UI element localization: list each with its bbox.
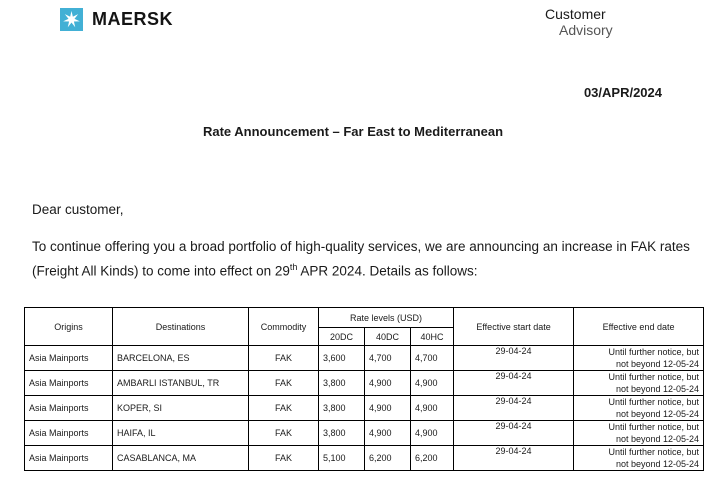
cell-destination: AMBARLI ISTANBUL, TR [113, 371, 249, 396]
intro-text-end: APR 2024. Details as follows: [297, 263, 478, 279]
effective-end-line-2: not beyond 12-05-24 [615, 459, 700, 469]
maersk-logo [60, 8, 173, 31]
header-20dc: 20DC [319, 328, 365, 346]
cell-rate-40dc: 4,700 [365, 346, 411, 371]
cell-destination: BARCELONA, ES [113, 346, 249, 371]
cell-effective-end [574, 396, 704, 421]
cell-effective-start: 29-04-24 [454, 396, 574, 421]
table-row [25, 396, 704, 421]
cell-rate-20dc: 5,100 [319, 446, 365, 471]
cell-commodity: FAK [249, 396, 319, 421]
cell-rate-20dc: 3,800 [319, 396, 365, 421]
cell-effective-end [574, 371, 704, 396]
cell-effective-start: 29-04-24 [454, 371, 574, 396]
intro-superscript: th [289, 262, 298, 272]
brand-name: MAERSK [92, 9, 174, 29]
effective-end-line-1: Until further notice, but [608, 447, 700, 457]
cell-effective-end [574, 346, 704, 371]
cell-destination: HAIFA, IL [113, 421, 249, 446]
header-effective-start: Effective start date [454, 308, 574, 346]
cell-origin: Asia Mainports [25, 421, 113, 446]
header-40hc: 40HC [411, 328, 454, 346]
effective-end-line-1: Until further notice, but [608, 422, 700, 432]
cell-effective-start: 29-04-24 [454, 421, 574, 446]
cell-rate-40hc: 4,900 [411, 371, 454, 396]
cell-origin: Asia Mainports [25, 446, 113, 471]
cell-rate-40dc: 6,200 [365, 446, 411, 471]
cell-rate-40dc: 4,900 [365, 371, 411, 396]
announcement-date: 03/APR/2024 [583, 85, 662, 100]
header-40dc: 40DC [365, 328, 411, 346]
intro-paragraph [32, 237, 692, 282]
cell-rate-40dc: 4,900 [365, 421, 411, 446]
effective-end-line-1: Until further notice, but [608, 347, 700, 357]
header-effective-end: Effective end date [574, 308, 704, 346]
table-header-row [25, 308, 704, 328]
cell-effective-start: 29-04-24 [454, 446, 574, 471]
maersk-star-icon [60, 8, 83, 31]
effective-end-line-2: not beyond 12-05-24 [615, 384, 700, 394]
cell-effective-end [574, 421, 704, 446]
header-rate-levels: Rate levels (USD) [319, 308, 454, 328]
greeting: Dear customer, [32, 202, 124, 217]
cell-destination: CASABLANCA, MA [113, 446, 249, 471]
effective-end-line-1: Until further notice, but [608, 372, 700, 382]
document-title: Rate Announcement – Far East to Mediterranean [202, 124, 504, 139]
table-row [25, 446, 704, 471]
effective-end-line-2: not beyond 12-05-24 [615, 434, 700, 444]
effective-end-line-1: Until further notice, but [608, 397, 700, 407]
table-row [25, 371, 704, 396]
cell-commodity: FAK [249, 446, 319, 471]
cell-origin: Asia Mainports [25, 346, 113, 371]
cell-rate-40hc: 4,900 [411, 396, 454, 421]
cell-effective-end [574, 446, 704, 471]
cell-origin: Asia Mainports [25, 396, 113, 421]
header-origins: Origins [25, 308, 113, 346]
intro-text: To continue offering you a broad portfolio of high-quality services, we are announcing an increase in FAK rates (Freight All Kinds) to come into effect on 29 [32, 239, 690, 279]
effective-end-line-2: not beyond 12-05-24 [615, 409, 700, 419]
cell-rate-40hc: 6,200 [411, 446, 454, 471]
cell-rate-20dc: 3,600 [319, 346, 365, 371]
cell-rate-40hc: 4,700 [411, 346, 454, 371]
table-row [25, 346, 704, 371]
cell-commodity: FAK [249, 371, 319, 396]
cell-destination: KOPER, SI [113, 396, 249, 421]
cell-rate-40dc: 4,900 [365, 396, 411, 421]
rate-table [24, 307, 704, 471]
effective-end-line-2: not beyond 12-05-24 [615, 359, 700, 369]
customer-advisory-label [545, 6, 613, 38]
cell-effective-start: 29-04-24 [454, 346, 574, 371]
table-row [25, 421, 704, 446]
header-commodity: Commodity [249, 308, 319, 346]
cell-rate-20dc: 3,800 [319, 421, 365, 446]
cell-rate-20dc: 3,800 [319, 371, 365, 396]
advisory-line-1: Customer [545, 6, 606, 22]
cell-commodity: FAK [249, 346, 319, 371]
cell-commodity: FAK [249, 421, 319, 446]
advisory-line-2: Advisory [559, 22, 613, 38]
cell-origin: Asia Mainports [25, 371, 113, 396]
header-destinations: Destinations [113, 308, 249, 346]
cell-rate-40hc: 4,900 [411, 421, 454, 446]
